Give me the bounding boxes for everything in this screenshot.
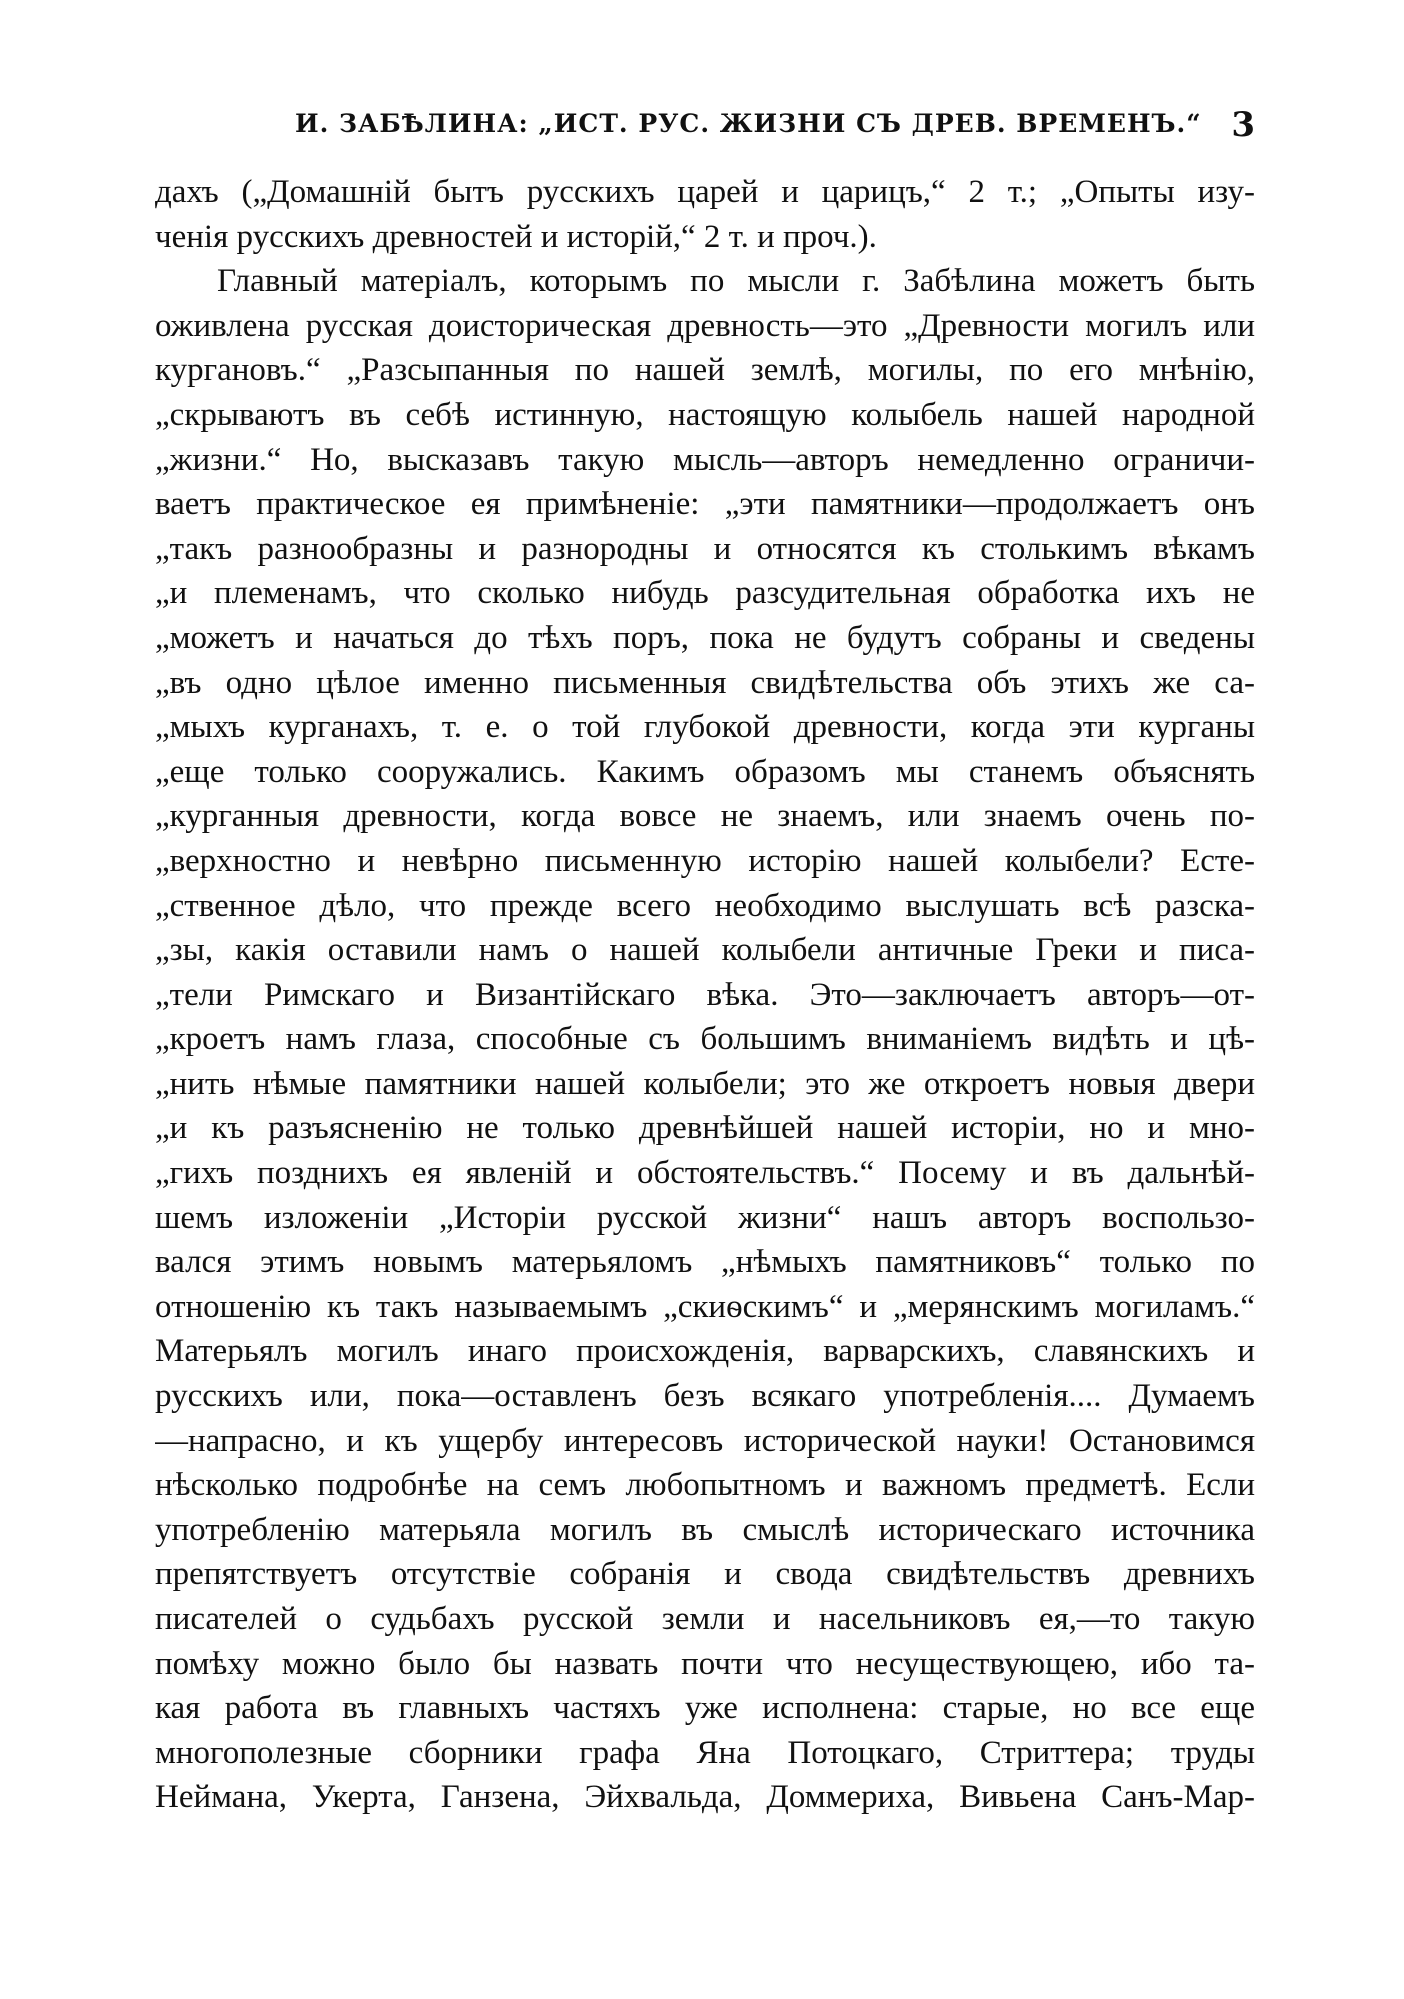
text-line: „и къ разъясненію не только древнѣйшей нашей исторіи, но и мно- <box>155 1110 1255 1147</box>
text-line: ваетъ практическое ея примѣненіе: „эти памятники—продолжаетъ онъ <box>155 486 1255 523</box>
text-line: —напрасно, и къ ущербу интересовъ исторической науки! Остановимся <box>155 1422 1255 1459</box>
text-line: „гихъ позднихъ ея явленій и обстоятельствъ.“ Посему и въ дальнѣй- <box>155 1155 1255 1192</box>
text-line: Главный матеріалъ, которымъ по мысли г. Забѣлина можетъ быть <box>217 263 1255 300</box>
text-line: „еще только сооружались. Какимъ образомъ мы станемъ объяснять <box>155 753 1255 790</box>
text-line: „курганныя древности, когда вовсе не знаемъ, или знаемъ очень по- <box>155 798 1255 835</box>
text-line: „ственное дѣло, что прежде всего необходимо выслушать всѣ разска- <box>155 887 1255 924</box>
text-line: дахъ („Домашній бытъ русскихъ царей и царицъ,“ 2 т.; „Опыты изу- <box>155 174 1255 210</box>
text-line: писателей о судьбахъ русской земли и насельниковъ ея,—то такую <box>155 1601 1255 1637</box>
text-line: вался этимъ новымъ матерьяломъ „нѣмыхъ памятниковъ“ только по <box>155 1244 1255 1281</box>
text-line: „жизни.“ Но, высказавъ такую мысль—авторъ немедленно ограничи- <box>155 441 1255 478</box>
text-line: нѣсколько подробнѣе на семъ любопытномъ и важномъ предметѣ. Если <box>155 1467 1255 1504</box>
text-line: ченія русскихъ древностей и исторій,“ 2 т. и проч.). <box>155 218 877 255</box>
text-line: „можетъ и начаться до тѣхъ поръ, пока не будутъ собраны и сведены <box>155 619 1255 656</box>
running-title: И. ЗАБѢЛИНА: „ИСТ. РУС. ЖИЗНИ СЪ ДРЕВ. ВРЕМЕНЪ.“ <box>295 109 1202 138</box>
text-line: оживлена русская доисторическая древность—это „Древности могилъ или <box>155 307 1255 344</box>
text-line: Неймана, Укерта, Ганзена, Эйхвальда, Доммериха, Вивьена Санъ-Мар- <box>155 1779 1255 1816</box>
text-line: „кроетъ намъ глаза, способные съ большимъ вниманіемъ видѣть и цѣ- <box>155 1021 1255 1058</box>
text-line: отношенію къ такъ называемымъ „скиѳскимъ“ и „мерянскимъ могиламъ.“ <box>155 1288 1255 1325</box>
text-line: кургановъ.“ „Разсыпанныя по нашей землѣ, могилы, по его мнѣнію, <box>155 352 1255 389</box>
text-line: „зы, какія оставили намъ о нашей колыбели античные Греки и писа- <box>155 932 1255 969</box>
page-number: 3 <box>1231 105 1255 145</box>
text-line: „тели Римскаго и Византійскаго вѣка. Это—заключаетъ авторъ—от- <box>155 976 1255 1013</box>
text-line: помѣху можно было бы назвать почти что несуществующею, ибо та- <box>155 1645 1255 1682</box>
text-line: кая работа въ главныхъ частяхъ уже исполнена: старые, но все еще <box>155 1690 1255 1727</box>
running-head <box>155 105 1255 149</box>
text-line: „въ одно цѣлое именно письменныя свидѣтельства объ этихъ же са- <box>155 664 1255 701</box>
text-line: Матерьялъ могилъ инаго происхожденія, варварскихъ, славянскихъ и <box>155 1333 1255 1370</box>
text-line: „скрываютъ въ себѣ истинную, настоящую колыбель нашей народной <box>155 396 1255 433</box>
text-line: употребленію матерьяла могилъ въ смыслѣ историческаго источника <box>155 1511 1255 1548</box>
text-line: русскихъ или, пока—оставленъ безъ всякаго употребленія.... Думаемъ <box>155 1378 1255 1415</box>
text-line: „нить нѣмые памятники нашей колыбели; это же откроетъ новыя двери <box>155 1065 1255 1102</box>
text-line: „мыхъ курганахъ, т. е. о той глубокой древности, когда эти курганы <box>155 709 1255 746</box>
text-line: препятствуетъ отсутствіе собранія и свода свидѣтельствъ древнихъ <box>155 1556 1255 1593</box>
text-line: многополезные сборники графа Яна Потоцкаго, Стриттера; труды <box>155 1734 1255 1771</box>
text-line: „верхностно и невѣрно письменную исторію нашей колыбели? Есте- <box>155 842 1255 879</box>
text-line: „такъ разнообразны и разнородны и относятся къ столькимъ вѣкамъ <box>155 530 1255 567</box>
body-text <box>155 170 1255 1820</box>
text-line: шемъ изложеніи „Исторіи русской жизни“ нашъ авторъ воспользо- <box>155 1199 1255 1236</box>
text-line: „и племенамъ, что сколько нибудь разсудительная обработка ихъ не <box>155 575 1255 612</box>
